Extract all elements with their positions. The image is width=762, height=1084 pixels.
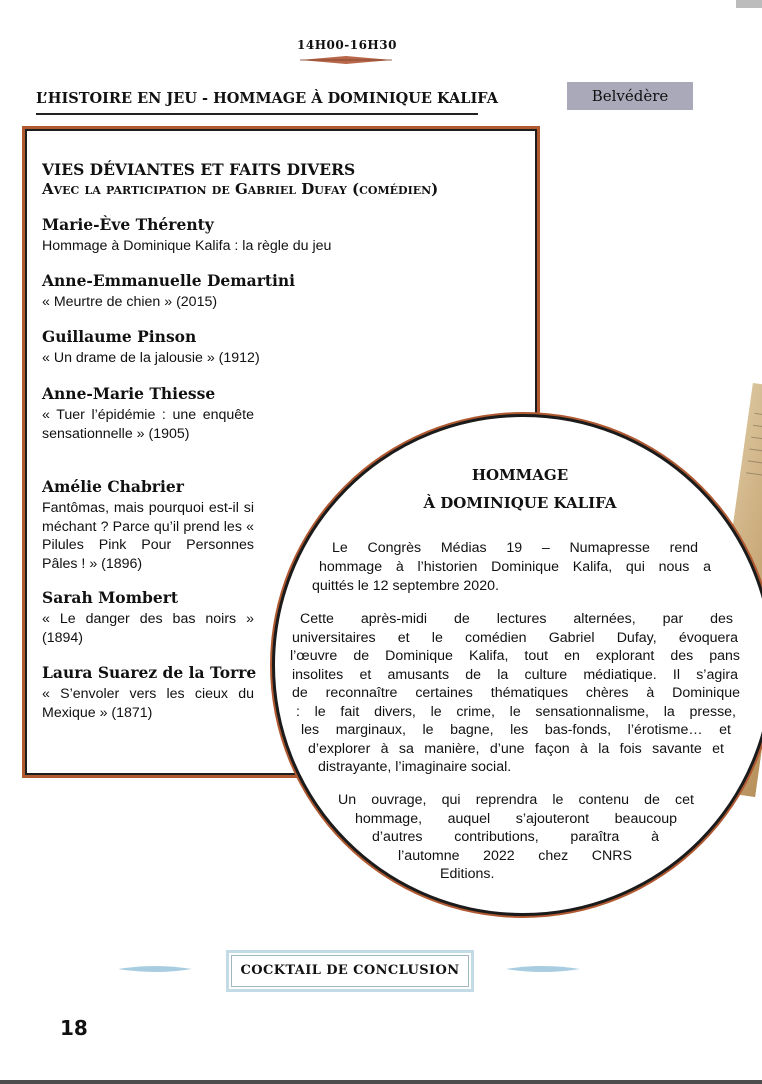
tribute-text-line: Editions. xyxy=(440,866,495,882)
bottom-edge-bar xyxy=(0,1080,762,1084)
speaker-name: Marie-Ève Thérenty xyxy=(42,215,214,234)
program-heading: VIES DÉVIANTES ET FAITS DIVERS xyxy=(42,160,356,179)
speaker-name: Sarah Mombert xyxy=(42,588,179,607)
room-badge: Belvédère xyxy=(567,82,693,110)
talk-title: Fantômas, mais pourquoi est-il si méchant ? Parce qu’il prend les « Pilules Pink Pour Personnes Pâles ! » (1896) xyxy=(42,500,254,572)
speaker-name: Anne-Marie Thiesse xyxy=(42,384,216,403)
tribute-text-line: Le Congrès Médias 19 – Numapresse rend xyxy=(332,540,698,556)
speaker-entry xyxy=(42,663,257,722)
tribute-text-line: l’œuvre de Dominique Kalifa, tout en explorant des pans xyxy=(290,648,740,664)
tribute-text-line: les marginaux, le bagne, les bas-fonds, l’érotisme… et xyxy=(301,722,731,738)
top-edge-bar xyxy=(736,0,762,8)
diamond-ornament-icon xyxy=(300,55,392,65)
page-number: 18 xyxy=(60,1016,88,1040)
tribute-text-line: : le fait divers, le crime, le sensationnalisme, la presse, xyxy=(296,704,736,720)
speaker-name: Guillaume Pinson xyxy=(42,327,197,346)
title-underline xyxy=(36,113,478,115)
program-subheading: Avec la participation de Gabriel Dufay (comédien) xyxy=(42,180,439,198)
talk-title: Hommage à Dominique Kalifa : la règle du jeu xyxy=(42,238,332,254)
tribute-text-line: Un ouvrage, qui reprendra le contenu de cet xyxy=(338,792,694,808)
speaker-entry xyxy=(42,588,254,647)
tribute-text-line: l’automne 2022 chez CNRS xyxy=(398,848,632,864)
talk-title: « Meurtre de chien » (2015) xyxy=(42,294,218,310)
speaker-entry xyxy=(42,384,254,443)
tribute-text-line: de reconnaître certaines thématiques chères à Dominique xyxy=(292,685,740,701)
talk-title: « Un drame de la jalousie » (1912) xyxy=(42,350,260,366)
left-lens-ornament-icon xyxy=(118,965,192,973)
speaker-entry xyxy=(42,215,332,256)
speaker-name: Laura Suarez de la Torre xyxy=(42,663,257,682)
session-title: L’HISTOIRE EN JEU - HOMMAGE À DOMINIQUE KALIFA xyxy=(36,90,498,107)
tribute-text-line: insolites et amusants de la culture médiatique. Il s’agira xyxy=(292,667,738,683)
tribute-text-line: hommage, auquel s’ajouteront beaucoup xyxy=(355,811,677,827)
speaker-entry xyxy=(42,271,296,312)
cocktail-label: COCKTAIL DE CONCLUSION xyxy=(226,950,474,992)
speaker-entry xyxy=(42,327,260,368)
tribute-text-line: d’explorer à sa manière, d’une façon à la fois savante et xyxy=(308,741,724,757)
speaker-name: Anne-Emmanuelle Demartini xyxy=(42,271,296,290)
session-time: 14H00-16H30 xyxy=(297,38,397,52)
tribute-text-line: universitaires et le comédien Gabriel Dufay, évoquera xyxy=(292,630,738,646)
right-lens-ornament-icon xyxy=(506,965,580,973)
tribute-title: HOMMAGE xyxy=(471,466,569,484)
talk-title: « Le danger des bas noirs » (1894) xyxy=(42,611,254,646)
tribute-text-line: distrayante, l’imaginaire social. xyxy=(318,759,512,775)
speaker-entry xyxy=(42,477,254,573)
tribute-text-line: quittés le 12 septembre 2020. xyxy=(312,578,499,594)
tribute-text-line: d’autres contributions, paraîtra à xyxy=(372,829,659,845)
talk-title: « Tuer l’épidémie : une enquête sensationnelle » (1905) xyxy=(42,407,254,442)
tribute-text-line: Cette après-midi de lectures alternées, par des xyxy=(300,611,733,627)
tribute-text-line: hommage à l’historien Dominique Kalifa, qui nous a xyxy=(319,559,711,575)
speaker-name: Amélie Chabrier xyxy=(42,477,184,496)
talk-title: « S’envoler vers les cieux du Mexique » (1871) xyxy=(42,686,254,721)
tribute-subtitle: À DOMINIQUE KALIFA xyxy=(423,494,617,512)
